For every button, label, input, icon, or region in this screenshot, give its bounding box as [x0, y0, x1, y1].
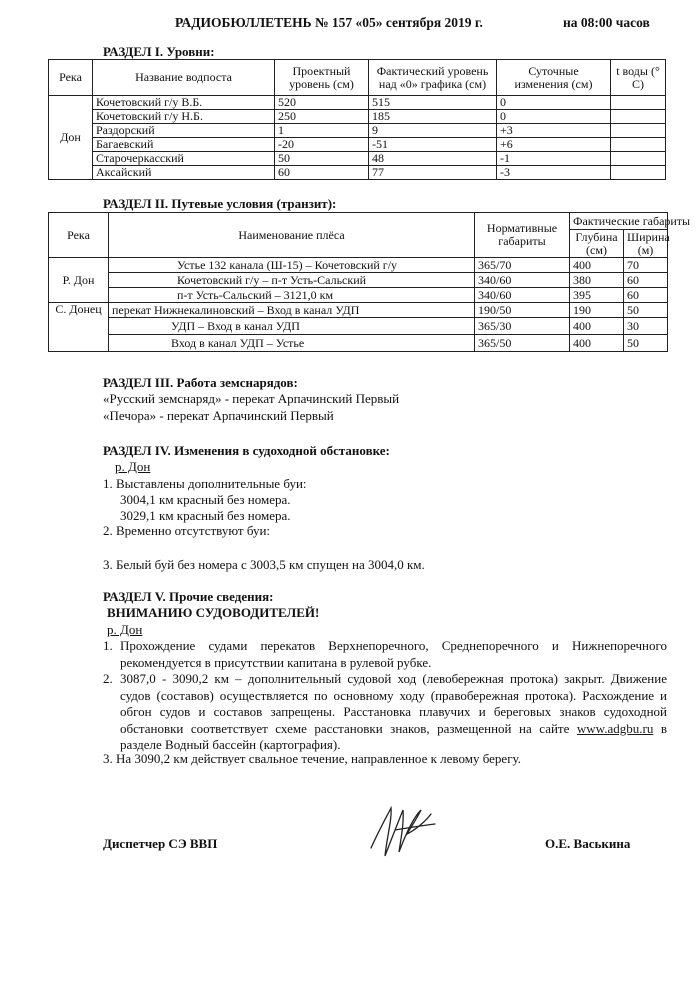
norm-cell: 340/60: [475, 288, 570, 303]
change-cell: 0: [497, 110, 611, 124]
norm-cell: 365/50: [475, 335, 570, 352]
col-water-temp: t воды (° С): [611, 60, 666, 96]
post-cell: Кочетовский г/у В.Б.: [93, 96, 275, 110]
actual-cell: 9: [369, 124, 497, 138]
actual-cell: 185: [369, 110, 497, 124]
temp-cell: [611, 96, 666, 110]
section-4-item-1-sub-2: 3029,1 км красный без номера.: [120, 508, 291, 523]
notice-3: 3. На 3090,2 км действует свальное течение, направленное к левому берегу.: [103, 751, 521, 766]
bulletin-time: на 08:00 часов: [563, 15, 650, 30]
table-row: [49, 96, 666, 110]
design-cell: 520: [275, 96, 369, 110]
bulletin-title: РАДИОБЮЛЛЕТЕНЬ № 157 «05» сентября 2019 г.: [175, 15, 483, 30]
adgbu-link[interactable]: www.adgbu.ru: [576, 720, 654, 736]
table-row: [49, 335, 668, 352]
notice-2-number: 2.: [103, 671, 113, 686]
post-cell: Багаевский: [93, 138, 275, 152]
temp-cell: [611, 166, 666, 180]
dispatcher-title: Диспетчер СЭ ВВП: [103, 836, 218, 851]
actual-cell: 515: [369, 96, 497, 110]
design-cell: 1: [275, 124, 369, 138]
width-cell: 60: [624, 273, 668, 288]
notice-1-text: Прохождение судами перекатов Верхнепоречного, Среднепоречного и Нижнепоречного рекомендуется в присутствии капитана в рулевой рубке.: [120, 638, 667, 670]
width-cell: 60: [624, 288, 668, 303]
change-cell: +3: [497, 124, 611, 138]
change-cell: +6: [497, 138, 611, 152]
section-2-title: РАЗДЕЛ II. Путевые условия (транзит):: [103, 196, 337, 211]
table-row: [49, 303, 668, 318]
width-cell: 30: [624, 318, 668, 335]
temp-cell: [611, 110, 666, 124]
depth-cell: 190: [570, 303, 624, 318]
depth-cell: 400: [570, 318, 624, 335]
temp-cell: [611, 152, 666, 166]
dredger-line-2: «Печора» - перекат Арпачинский Первый: [103, 408, 334, 423]
section-5-title: РАЗДЕЛ V. Прочие сведения:: [103, 589, 274, 604]
col-design-level: Проектный уровень (см): [275, 60, 369, 96]
handwritten-signature: [365, 800, 443, 866]
col-actual-dimensions: Фактические габариты: [570, 213, 668, 230]
river-cell: Дон: [49, 96, 93, 180]
table-row: [49, 318, 668, 335]
stretch-cell: Устье 132 канала (Ш-15) – Кочетовский г/у: [109, 258, 475, 273]
change-cell: -3: [497, 166, 611, 180]
col-width: Ширина (м): [624, 230, 668, 258]
actual-cell: 77: [369, 166, 497, 180]
section-1-title: РАЗДЕЛ I. Уровни:: [103, 44, 215, 59]
river-cell: С. Донец: [49, 303, 109, 352]
temp-cell: [611, 138, 666, 152]
section-4-title: РАЗДЕЛ IV. Изменения в судоходной обстановке:: [103, 443, 390, 458]
col-norm-dimensions: Нормативные габариты: [475, 213, 570, 258]
dispatcher-name: О.Е. Васькина: [545, 836, 631, 851]
notice-2-text-start: 3087,0 - 3090,2 км – дополнительный судовой ход (левобережная протока) закрыт. Движение судов (составов) осуществляется по основному ходу (правобережная протока). Расхождение и обгон судов и составов запрещены. Расстановка плавучих и береговых знаков судоходной обстановки соответствует схеме расстановки знаков, размещенной на сайте: [120, 671, 667, 736]
section-3-title: РАЗДЕЛ III. Работа земснарядов:: [103, 375, 298, 390]
levels-header-row: [49, 60, 666, 96]
actual-cell: -51: [369, 138, 497, 152]
transit-header-row: [49, 213, 668, 230]
actual-cell: 48: [369, 152, 497, 166]
col-depth: Глубина (см): [570, 230, 624, 258]
depth-cell: 380: [570, 273, 624, 288]
dredger-line-1: «Русский земснаряд» - перекат Арпачинский Первый: [103, 391, 400, 406]
post-cell: Раздорский: [93, 124, 275, 138]
table-row: [49, 288, 668, 303]
norm-cell: 365/70: [475, 258, 570, 273]
river-cell: Р. Дон: [49, 258, 109, 303]
table-row: [49, 110, 666, 124]
table-row: [49, 152, 666, 166]
notice-2-text-end: в разделе Водный бассейн (картография).: [120, 720, 667, 752]
section-5-river: р. Дон: [107, 622, 143, 637]
design-cell: -20: [275, 138, 369, 152]
col-stretch: Наименование плёса: [109, 213, 475, 258]
norm-cell: 365/30: [475, 318, 570, 335]
stretch-cell: Кочетовский г/у – п-т Усть-Сальский: [109, 273, 475, 288]
temp-cell: [611, 124, 666, 138]
col-river: Река: [49, 213, 109, 258]
stretch-cell: УДП – Вход в канал УДП: [109, 318, 475, 335]
table-row: [49, 124, 666, 138]
design-cell: 250: [275, 110, 369, 124]
col-daily-change: Суточные изменения (см): [497, 60, 611, 96]
norm-cell: 340/60: [475, 273, 570, 288]
depth-cell: 395: [570, 288, 624, 303]
post-cell: Кочетовский г/у Н.Б.: [93, 110, 275, 124]
table-row: [49, 138, 666, 152]
stretch-cell: п-т Усть-Сальский – 3121,0 км: [109, 288, 475, 303]
col-river: Река: [49, 60, 93, 96]
stretch-cell: Вход в канал УДП – Устье: [109, 335, 475, 352]
change-cell: 0: [497, 96, 611, 110]
table-row: [49, 273, 668, 288]
notice-1-number: 1.: [103, 638, 113, 653]
table-row: [49, 166, 666, 180]
transit-table: [48, 212, 691, 352]
norm-cell: 190/50: [475, 303, 570, 318]
change-cell: -1: [497, 152, 611, 166]
levels-table: [48, 59, 666, 180]
width-cell: 50: [624, 335, 668, 352]
depth-cell: 400: [570, 335, 624, 352]
col-post: Название водпоста: [93, 60, 275, 96]
section-4-item-1: 1. Выставлены дополнительные буи:: [103, 476, 307, 491]
post-cell: Старочеркасский: [93, 152, 275, 166]
stretch-cell: перекат Нижнекалиновский – Вход в канал УДП: [109, 303, 475, 318]
col-actual-level: Фактический уровень над «0» графика (см): [369, 60, 497, 96]
section-5-attention: ВНИМАНИЮ СУДОВОДИТЕЛЕЙ!: [107, 605, 320, 620]
notice-2-text: [120, 671, 667, 754]
post-cell: Аксайский: [93, 166, 275, 180]
section-4-item-1-sub-1: 3004,1 км красный без номера.: [120, 492, 291, 507]
width-cell: 70: [624, 258, 668, 273]
section-4-item-2: 2. Временно отсутствуют буи:: [103, 523, 271, 538]
depth-cell: 400: [570, 258, 624, 273]
table-row: [49, 258, 668, 273]
section-4-river: р. Дон: [115, 459, 151, 474]
width-cell: 50: [624, 303, 668, 318]
design-cell: 50: [275, 152, 369, 166]
section-4-item-3: 3. Белый буй без номера с 3003,5 км спущен на 3004,0 км.: [103, 557, 425, 572]
design-cell: 60: [275, 166, 369, 180]
